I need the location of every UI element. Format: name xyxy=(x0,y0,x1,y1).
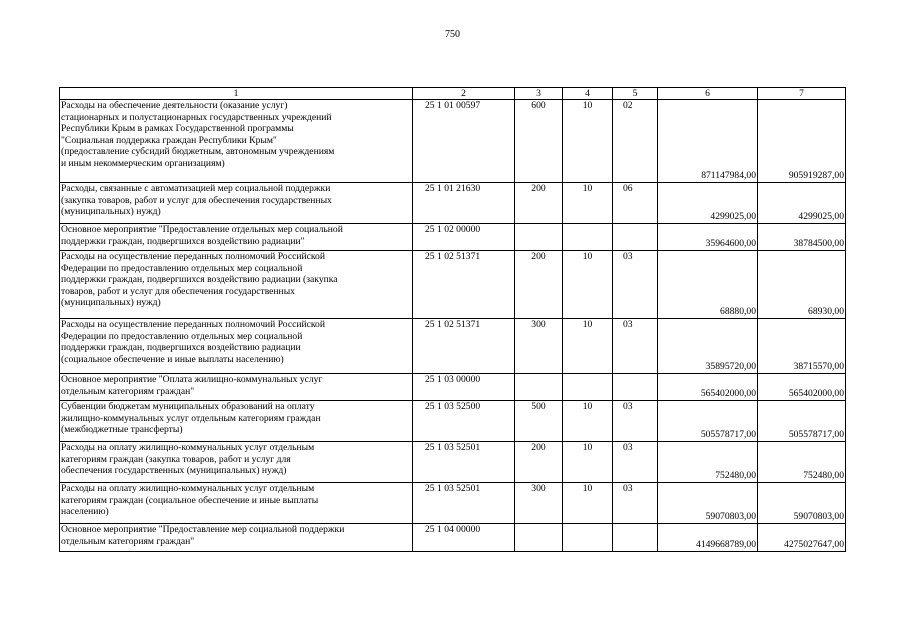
table-row xyxy=(60,483,846,524)
column-header-7: 7 xyxy=(758,88,846,100)
expense-type-code: 200 xyxy=(515,251,563,319)
target-article-code: 25 1 03 52501 xyxy=(413,483,515,524)
section-code xyxy=(563,224,613,251)
description-line: поддержки граждан, подвергшихся воздействию радиации xyxy=(61,342,301,354)
description-line: (социальное обеспечение и иные выплаты населению) xyxy=(61,353,284,365)
row-description xyxy=(60,401,413,442)
table-row xyxy=(60,319,846,374)
description-line: Республики Крым в рамках Государственной программы xyxy=(61,123,294,135)
section-code: 10 xyxy=(563,483,613,524)
description-line: Основное мероприятие "Предоставление мер социальной поддержки xyxy=(61,524,345,535)
target-article-code: 25 1 03 00000 xyxy=(413,374,515,401)
target-article-code: 25 1 02 51371 xyxy=(413,319,515,374)
table-header-row xyxy=(60,88,846,100)
amount-year-1: 4299025,00 xyxy=(658,183,758,224)
column-header-6: 6 xyxy=(658,88,758,100)
description-line: поддержки граждан, подвергшихся воздействию радиации (закупка xyxy=(61,274,338,286)
table-row xyxy=(60,251,846,319)
row-description xyxy=(60,442,413,483)
target-article-code: 25 1 03 52501 xyxy=(413,442,515,483)
expense-type-code: 500 xyxy=(515,401,563,442)
row-description xyxy=(60,483,413,524)
column-header-5: 5 xyxy=(613,88,658,100)
description-line: стационарных и полустационарных государственных учреждений xyxy=(61,111,332,123)
amount-year-2: 4275027647,00 xyxy=(758,524,846,552)
description-line: поддержки граждан, подвергшихся воздействию радиации" xyxy=(61,235,305,247)
expense-type-code: 200 xyxy=(515,183,563,224)
section-code: 10 xyxy=(563,319,613,374)
target-article-code: 25 1 01 21630 xyxy=(413,183,515,224)
amount-year-1: 35964600,00 xyxy=(658,224,758,251)
subsection-code: 03 xyxy=(613,319,658,374)
description-line: Расходы на осуществление переданных полномочий Российской xyxy=(61,319,325,330)
row-description xyxy=(60,183,413,224)
amount-year-2: 38715570,00 xyxy=(758,319,846,374)
description-line: (закупка товаров, работ и услуг для обеспечения государственных xyxy=(61,194,332,206)
subsection-code xyxy=(613,524,658,552)
expense-type-code: 300 xyxy=(515,483,563,524)
row-description xyxy=(60,524,413,552)
column-header-3: 3 xyxy=(515,88,563,100)
description-line: Расходы на осуществление переданных полномочий Российской xyxy=(61,251,325,262)
description-line: Расходы на обеспечение деятельности (оказание услуг) xyxy=(61,100,288,111)
subsection-code xyxy=(613,224,658,251)
target-article-code: 25 1 03 52500 xyxy=(413,401,515,442)
description-line: обеспечения государственных (муниципальных) нужд) xyxy=(61,465,287,477)
section-code: 10 xyxy=(563,183,613,224)
row-description xyxy=(60,319,413,374)
expense-type-code xyxy=(515,374,563,401)
table-row xyxy=(60,442,846,483)
description-line: отдельным категориям граждан" xyxy=(61,535,195,547)
description-line: (муниципальных) нужд) xyxy=(61,206,161,218)
amount-year-1: 565402000,00 xyxy=(658,374,758,401)
description-line: Расходы, связанные с автоматизацией мер социальной поддержки xyxy=(61,183,331,194)
table-row xyxy=(60,374,846,401)
table-row xyxy=(60,224,846,251)
description-line: (муниципальных) нужд) xyxy=(61,297,161,309)
amount-year-2: 905919287,00 xyxy=(758,100,846,183)
description-line: отдельным категориям граждан" xyxy=(61,385,195,397)
row-description xyxy=(60,224,413,251)
subsection-code: 03 xyxy=(613,251,658,319)
description-line: категориям граждан (социальное обеспечение и иные выплаты xyxy=(61,494,319,506)
description-line: (межбюджетные трансферты) xyxy=(61,424,183,436)
description-line: и иным некоммерческим организациям) xyxy=(61,157,225,169)
description-line: Расходы на оплату жилищно-коммунальных услуг отдельным xyxy=(61,442,315,453)
description-line: жилищно-коммунальных услуг отдельным категориям граждан xyxy=(61,412,321,424)
description-line: Федерации по предоставлению отдельных мер социальной xyxy=(61,262,303,274)
table-row xyxy=(60,183,846,224)
amount-year-1: 4149668789,00 xyxy=(658,524,758,552)
expense-type-code xyxy=(515,524,563,552)
target-article-code: 25 1 01 00597 xyxy=(413,100,515,183)
description-line: населению) xyxy=(61,506,109,518)
amount-year-2: 38784500,00 xyxy=(758,224,846,251)
amount-year-1: 68880,00 xyxy=(658,251,758,319)
column-header-1: 1 xyxy=(60,88,413,100)
row-description xyxy=(60,374,413,401)
section-code: 10 xyxy=(563,100,613,183)
amount-year-1: 752480,00 xyxy=(658,442,758,483)
description-line: "Социальная поддержка граждан Республики Крым" xyxy=(61,134,277,146)
amount-year-2: 752480,00 xyxy=(758,442,846,483)
description-line: Основное мероприятие "Предоставление отдельных мер социальной xyxy=(61,224,343,235)
table-row xyxy=(60,524,846,552)
amount-year-2: 505578717,00 xyxy=(758,401,846,442)
description-line: категориям граждан (закупка товаров, работ и услуг для xyxy=(61,453,291,465)
amount-year-2: 565402000,00 xyxy=(758,374,846,401)
description-line: товаров, работ и услуг для обеспечения государственных xyxy=(61,285,295,297)
page-number: 750 xyxy=(445,29,460,40)
subsection-code xyxy=(613,374,658,401)
description-line: Основное мероприятие "Оплата жилищно-коммунальных услуг xyxy=(61,374,323,385)
section-code xyxy=(563,374,613,401)
expense-type-code: 300 xyxy=(515,319,563,374)
row-description xyxy=(60,251,413,319)
budget-table xyxy=(59,87,846,552)
section-code: 10 xyxy=(563,251,613,319)
amount-year-2: 59070803,00 xyxy=(758,483,846,524)
section-code xyxy=(563,524,613,552)
subsection-code: 03 xyxy=(613,401,658,442)
section-code: 10 xyxy=(563,401,613,442)
column-header-4: 4 xyxy=(563,88,613,100)
subsection-code: 06 xyxy=(613,183,658,224)
subsection-code: 02 xyxy=(613,100,658,183)
amount-year-1: 871147984,00 xyxy=(658,100,758,183)
subsection-code: 03 xyxy=(613,442,658,483)
expense-type-code xyxy=(515,224,563,251)
description-line: Федерации по предоставлению отдельных мер социальной xyxy=(61,330,303,342)
row-description xyxy=(60,100,413,183)
subsection-code: 03 xyxy=(613,483,658,524)
amount-year-1: 59070803,00 xyxy=(658,483,758,524)
expense-type-code: 200 xyxy=(515,442,563,483)
section-code: 10 xyxy=(563,442,613,483)
target-article-code: 25 1 02 51371 xyxy=(413,251,515,319)
target-article-code: 25 1 02 00000 xyxy=(413,224,515,251)
amount-year-2: 4299025,00 xyxy=(758,183,846,224)
amount-year-1: 35895720,00 xyxy=(658,319,758,374)
description-line: Расходы на оплату жилищно-коммунальных услуг отдельным xyxy=(61,483,315,494)
column-header-2: 2 xyxy=(413,88,515,100)
table-row xyxy=(60,401,846,442)
amount-year-2: 68930,00 xyxy=(758,251,846,319)
amount-year-1: 505578717,00 xyxy=(658,401,758,442)
table-row xyxy=(60,100,846,183)
description-line: (предоставление субсидий бюджетным, автономным учреждениям xyxy=(61,146,335,158)
description-line: Субвенции бюджетам муниципальных образований на оплату xyxy=(61,401,315,412)
expense-type-code: 600 xyxy=(515,100,563,183)
target-article-code: 25 1 04 00000 xyxy=(413,524,515,552)
